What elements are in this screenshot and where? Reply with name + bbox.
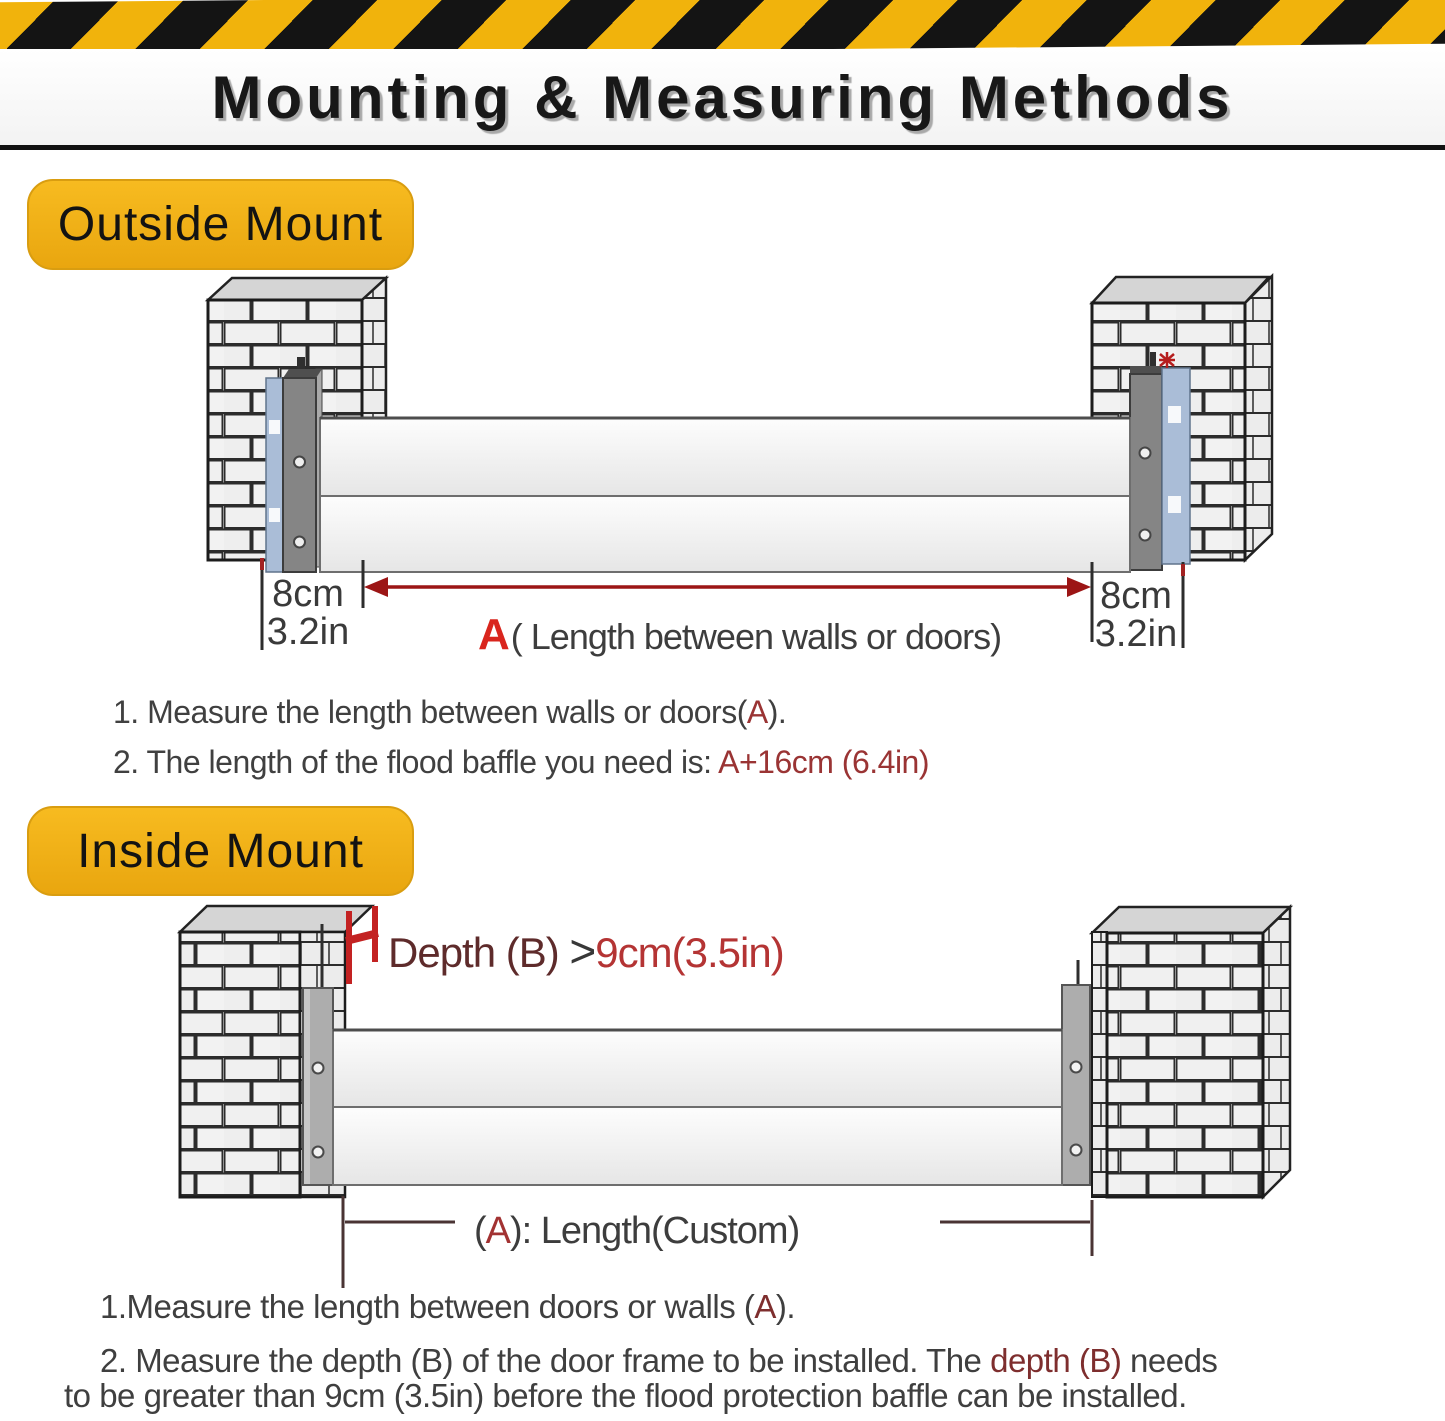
- outside-mount-label: Outside Mount: [57, 198, 384, 251]
- flood-barrier-panels: [320, 418, 1130, 572]
- length-arrow: [364, 577, 1091, 597]
- screw-hole: [1140, 448, 1151, 459]
- inside-mount-badge: [27, 806, 414, 896]
- left-overlap-cm: 8cm: [272, 573, 344, 615]
- screw-hole: [1071, 1145, 1082, 1156]
- left-wall-pillar-inside: [180, 906, 372, 1197]
- right-overlap-in: 3.2in: [1094, 613, 1178, 655]
- right-wall-pillar: [1092, 276, 1272, 560]
- left-seal-strip: [266, 378, 283, 572]
- outside-mount-badge: [27, 179, 414, 270]
- alignment-star-marker: [1159, 352, 1175, 368]
- inside-mount-label: Inside Mount: [77, 824, 364, 878]
- inside-step-1: 1.Measure the length between doors or walls (A).: [100, 1288, 796, 1325]
- screw-hole: [313, 1147, 324, 1158]
- screw-hole: [1140, 530, 1151, 541]
- left-mounting-channel: [283, 357, 322, 572]
- inside-step-2: 2. Measure the depth (B) of the door frame to be installed. The depth (B) needs: [100, 1342, 1218, 1379]
- right-mounting-channel: [1130, 352, 1162, 570]
- custom-length-label: (A): Length(Custom): [474, 1210, 800, 1252]
- inside-step-2-cont: to be greater than 9cm (3.5in) before the flood protection baffle can be installed.: [64, 1377, 1187, 1414]
- left-mounting-channel-inside: [303, 924, 333, 1185]
- right-wall-pillar-inside: [1092, 907, 1290, 1197]
- depth-caliper-marker: [346, 906, 378, 984]
- screw-hole: [294, 457, 305, 468]
- right-seal-strip: [1162, 368, 1190, 564]
- outside-step-2: 2. The length of the flood baffle you need is: A+16cm (6.4in): [113, 744, 929, 780]
- screw-hole: [313, 1063, 324, 1074]
- page-title: Mounting & Measuring Methods: [211, 63, 1234, 131]
- depth-requirement-label: Depth (B) >9cm(3.5in): [388, 925, 784, 977]
- length-a-symbol: A: [478, 610, 509, 659]
- flood-barrier-panels-inside: [333, 1030, 1062, 1185]
- left-wall-pillar: [208, 278, 386, 560]
- screw-hole: [1071, 1062, 1082, 1073]
- header-band: [0, 49, 1445, 150]
- length-between-walls-label: A( Length between walls or doors): [478, 610, 1002, 659]
- outside-step-1: 1. Measure the length between walls or doors(A).: [113, 694, 787, 730]
- left-overlap-in: 3.2in: [266, 611, 350, 653]
- hazard-stripe-banner: [0, 0, 1445, 56]
- right-overlap-cm: 8cm: [1100, 575, 1172, 617]
- screw-hole: [294, 537, 305, 548]
- right-mounting-channel-inside: [1062, 960, 1090, 1185]
